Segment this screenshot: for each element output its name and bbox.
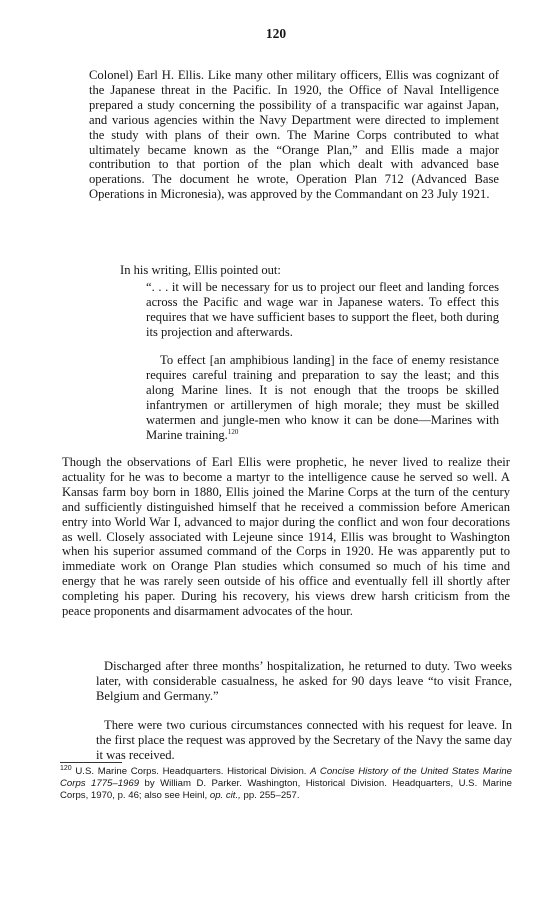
page-number: 120 xyxy=(265,26,287,41)
footnote-divider xyxy=(60,762,122,763)
paragraph-discharged: Discharged after three months’ hospitalization, he returned to duty. Two weeks later, with considerable casualness, he asked for 90 days leave “to visit France, Belgium and Germany.” xyxy=(96,659,512,703)
paragraph-leave: There were two curious circumstances connected with his request for leave. In the first place the request was approved by the Secretary of the Navy the same day it was received. xyxy=(96,718,512,762)
footnote-number: 120 xyxy=(60,764,72,772)
footnote-reference: 120 xyxy=(227,427,239,436)
block-quote-second-text: To effect [an amphibious landing] in the face of enemy resistance requires careful training and preparation to say the least; and this along Marine lines. It is not enough that the troops be skilled infantrymen or artillerymen of high morale; they must be skilled watermen and jungle-men who know it can be done—Marines with Marine training. xyxy=(146,353,499,442)
footnote-text-c: pp. 255–257. xyxy=(243,790,300,801)
quote-lead-in: In his writing, Ellis pointed out: xyxy=(120,263,281,277)
block-quote-first: “. . . it will be necessary for us to project our fleet and landing forces across the Pacific and wage war in Japanese waters. To effect this requires that we have sufficient bases to support the fleet, both during its projection and afterwards. xyxy=(146,280,499,339)
footnote-op-cit: op. cit., xyxy=(209,790,241,801)
paragraph-intro: Colonel) Earl H. Ellis. Like many other military officers, Ellis was cognizant of the Japanese threat in the Pacific. In 1920, the Office of Naval Intelligence prepared a study concerning the possibility of a transpacific war against Japan, and various agencies within the Navy Department were directed to implement the study with plans of their own. The Marine Corps contributed to what ultimately became known as the “Orange Plan,” and Ellis made a major contribution to that portion of the plan which dealt with advanced base operations. The document he wrote, Operation Plan 712 (Advanced Base Operations in Micronesia), was approved by the Commandant on 23 July 1921. xyxy=(89,68,499,202)
footnote xyxy=(60,766,512,802)
paragraph-ellis: Though the observations of Earl Ellis were prophetic, he never lived to realize their actuality for he was to become a martyr to the intelligence cause he served so well. A Kansas farm boy born in 1880, Ellis joined the Marine Corps at the turn of the century and sufficiently distinguished himself that he received a commission before American entry into World War I, advanced to major during the conflict and won four decorations as well. Closely associated with Lejeune since 1914, Ellis was brought to Washington when his superior assumed command of the Corps in 1920. He was apparently put to immediate work on Orange Plan studies which consumed so much of his time and energy that he was rarely seen outside of his office and eventually fell ill shortly after completing his paper. During his recovery, his views drew harsh criticism from the peace proponents and disarmament advocates of the hour. xyxy=(62,455,510,619)
footnote-text-a: U.S. Marine Corps. Headquarters. Historical Division. xyxy=(75,766,307,777)
footnote-title: A Concise History of the United States Marine Corps 1775–1969 xyxy=(60,766,513,789)
block-quote-second xyxy=(146,353,499,442)
footnote-text-b: by William D. Parker. Washington, Historical Division. Headquarters, U.S. Marine Corps, 1970, p. 46; also see Heinl, xyxy=(60,778,512,801)
